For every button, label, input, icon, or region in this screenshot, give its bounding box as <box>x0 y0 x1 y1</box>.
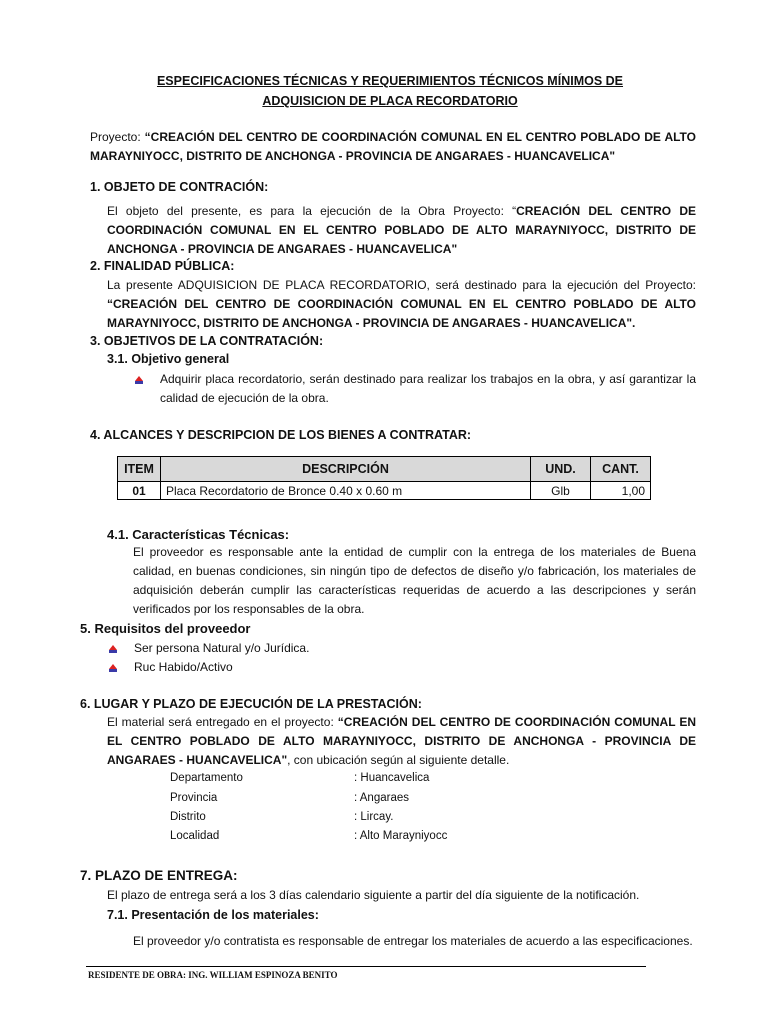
location-key-distrito: Distrito <box>170 811 206 823</box>
header-descripcion: DESCRIPCIÓN <box>161 457 531 482</box>
section-7-heading: 7. PLAZO DE ENTREGA: <box>80 868 238 883</box>
section-2-heading: 2. FINALIDAD PÚBLICA: <box>90 259 235 273</box>
section-2-intro: La presente ADQUISICION DE PLACA RECORDATORIO, será destinado para la ejecución del Proyecto: <box>107 278 696 292</box>
cell-descripcion: Placa Recordatorio de Bronce 0.40 x 0.60 m <box>161 482 531 500</box>
section-7-1-heading: 7.1. Presentación de los materiales: <box>107 908 319 922</box>
section-6-text <box>107 713 696 770</box>
section-7-1-text: El proveedor y/o contratista es responsable de entregar los materiales de acuerdo a las especificaciones. <box>133 934 693 948</box>
section-1-text <box>107 202 696 259</box>
section-2-text <box>107 276 696 333</box>
section-3-bullet: Adquirir placa recordatorio, serán destinado para realizar los trabajos en la obra, y así garantizar la calidad de ejecución de la obra. <box>160 372 696 405</box>
footer-divider <box>86 966 646 967</box>
header-und: UND. <box>531 457 591 482</box>
section-6-project: “CREACIÓN DEL CENTRO DE COORDINACIÓN COMUNAL EN EL CENTRO POBLADO DE ALTO MARAYNIYOCC, DISTRITO DE ANCHONGA - PROVINCIA DE ANGARAES - HUANCAVELICA" <box>107 715 697 767</box>
section-6-heading: 6. LUGAR Y PLAZO DE EJECUCIÓN DE LA PRESTACIÓN: <box>80 697 422 711</box>
cell-item: 01 <box>118 482 161 500</box>
title-line-2: ADQUISICION DE PLACA RECORDATORIO <box>262 94 518 108</box>
cell-cant: 1,00 <box>591 482 651 500</box>
section-4-1-text: El proveedor es responsable ante la entidad de cumplir con la entrega de los materiales de Buena calidad, en buenas condiciones, sin ningún tipo de defectos de diseño y/o fabricación, los materiales de adquisición deberán cumplir las características requeridas de acuerdo a las descripciones y serán verificados por los responsables de la obra. <box>133 545 696 616</box>
cell-und: Glb <box>531 482 591 500</box>
section-1-heading: 1. OBJETO DE CONTRACIÓN: <box>90 180 269 194</box>
location-value-departamento: : Huancavelica <box>354 772 430 784</box>
title-line-1: ESPECIFICACIONES TÉCNICAS Y REQUERIMIENTOS TÉCNICOS MÍNIMOS DE <box>156 74 624 88</box>
section-4-heading: 4. ALCANCES Y DESCRIPCION DE LOS BIENES A CONTRATAR: <box>90 428 472 442</box>
arrow-bullet-icon <box>108 664 117 673</box>
section-4-1-heading: 4.1. Características Técnicas: <box>107 527 290 542</box>
section-5-bullet-1: Ser persona Natural y/o Jurídica. <box>134 641 310 655</box>
location-key-provincia: Provincia <box>170 792 218 804</box>
table-header-row <box>118 457 651 482</box>
section-3-heading: 3. OBJETIVOS DE LA CONTRATACIÓN: <box>90 334 324 348</box>
location-value-distrito: : Lircay. <box>354 811 394 823</box>
project-label: Proyecto: <box>90 130 145 144</box>
arrow-bullet-icon <box>108 645 117 654</box>
location-key-departamento: Departamento <box>170 772 243 784</box>
section-7-text: El plazo de entrega será a los 3 días calendario siguiente a partir del día siguiente de la notificación. <box>107 888 640 902</box>
header-cant: CANT. <box>591 457 651 482</box>
section-2-project: “CREACIÓN DEL CENTRO DE COORDINACIÓN COMUNAL EN EL CENTRO POBLADO DE ALTO MARAYNIYOCC, DISTRITO DE ANCHONGA - PROVINCIA DE ANGARAES - HUANCAVELICA". <box>107 297 696 330</box>
location-value-localidad: : Alto Marayniyocc <box>354 830 448 842</box>
header-item: ITEM <box>118 457 161 482</box>
section-1-project: CREACIÓN DEL CENTRO DE COORDINACIÓN COMUNAL EN EL CENTRO POBLADO DE ALTO MARAYNIYOCC, DISTRITO DE ANCHONGA - PROVINCIA DE ANGARAES - HUANCAVELICA" <box>107 204 696 256</box>
section-5-heading: 5. Requisitos del proveedor <box>80 621 251 636</box>
items-table <box>117 456 651 500</box>
section-5-bullet-2: Ruc Habido/Activo <box>134 660 233 674</box>
location-value-provincia: : Angaraes <box>354 792 409 804</box>
location-key-localidad: Localidad <box>170 830 220 842</box>
section-1-intro: El objeto del presente, es para la ejecución de la Obra Proyecto: “ <box>107 204 517 218</box>
project-name: “CREACIÓN DEL CENTRO DE COORDINACIÓN COMUNAL EN EL CENTRO POBLADO DE ALTO MARAYNIYOCC, DISTRITO DE ANCHONGA - PROVINCIA DE ANGARAES - HUANCAVELICA" <box>90 130 696 163</box>
section-3-1-heading: 3.1. Objetivo general <box>107 352 230 366</box>
section-6-intro: El material será entregado en el proyecto: <box>107 715 338 729</box>
arrow-bullet-icon <box>134 376 143 385</box>
table-row <box>118 482 651 500</box>
section-6-tail: , con ubicación según al siguiente detalle. <box>287 753 510 767</box>
footer-signature: RESIDENTE DE OBRA: ING. WILLIAM ESPINOZA BENITO <box>88 970 338 980</box>
project-paragraph <box>90 128 696 166</box>
